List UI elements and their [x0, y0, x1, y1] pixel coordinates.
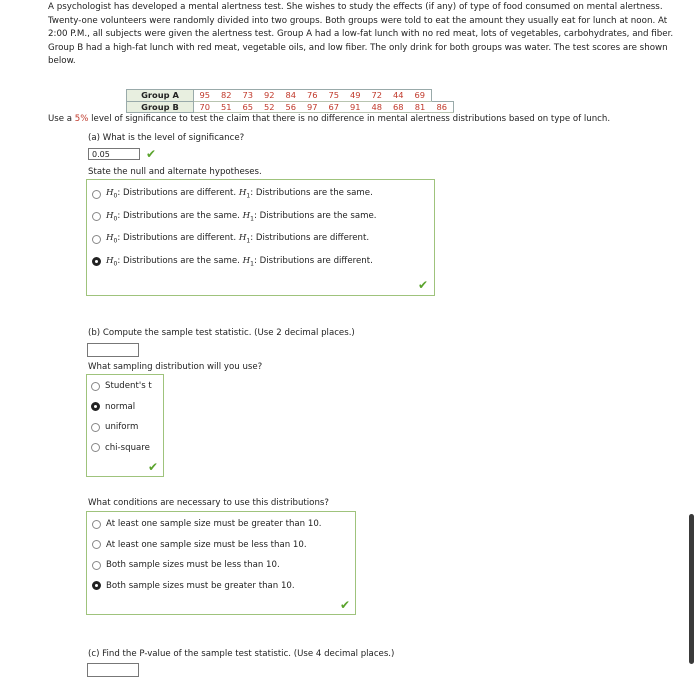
radio-button[interactable]	[91, 423, 100, 432]
h1-text: : Distributions are the same.	[253, 210, 377, 221]
score-cell: 44	[388, 90, 410, 102]
score-cell: 48	[366, 101, 388, 113]
radio-button[interactable]	[92, 561, 101, 570]
radio-button-selected[interactable]	[92, 581, 101, 590]
h1-text: : Distributions are different.	[253, 255, 373, 266]
option-text: $H_0$: Distributions are different. $H_1$: Distributions are different.	[106, 233, 370, 246]
option-text: normal	[105, 401, 136, 412]
table-row	[127, 90, 454, 102]
option-text: $H_0$: Distributions are the same. $H_1$: Distributions are the same.	[106, 210, 377, 223]
score-cell: 73	[237, 90, 259, 102]
score-cell: 70	[194, 101, 216, 113]
hypothesis-option-2[interactable]	[92, 206, 377, 229]
score-cell: 76	[302, 90, 324, 102]
score-cell: 84	[280, 90, 302, 102]
h0-text: : Distributions are different.	[117, 188, 239, 199]
radio-button-selected[interactable]	[92, 257, 101, 266]
check-icon: ✔	[417, 278, 428, 292]
distribution-box	[86, 374, 164, 477]
radio-button[interactable]	[91, 443, 100, 452]
condition-option[interactable]	[92, 576, 322, 597]
problem-intro: A psychologist has developed a mental alertness test. She wishes to study the effects (if any) of type of food consumed on mental alertness. Twenty-one volunteers were randomly divided into two groups. Both groups were told to eat the amount they usually eat for lunch at noon. At 2:00 P.M., all subjects were given the alertness test. Group A had a low-fat lunch with no red meat, lots of vegetables, carbohydrates, and fiber. Group B had a high-fat lunch with red meat, vegetable oils, and low fiber. The only drink for both groups was water. The test scores are shown below.	[48, 2, 674, 67]
score-cell: 69	[409, 90, 431, 102]
radio-button-selected[interactable]	[91, 402, 100, 411]
significance-input[interactable]: 0.05	[88, 148, 140, 160]
hypothesis-option-4[interactable]	[92, 251, 377, 274]
score-cell: 92	[259, 90, 281, 102]
empty-cell	[431, 90, 453, 102]
distribution-prompt: What sampling distribution will you use?	[88, 362, 263, 372]
check-icon: ✔	[147, 460, 158, 474]
score-cell: 49	[345, 90, 367, 102]
score-cell: 72	[366, 90, 388, 102]
score-cell: 52	[259, 101, 281, 113]
option-text: uniform	[105, 422, 139, 433]
check-icon: ✔	[146, 147, 157, 161]
distribution-option[interactable]	[91, 397, 152, 418]
option-text: At least one sample size must be greater than 10.	[106, 519, 322, 530]
hypothesis-option-1[interactable]	[92, 183, 377, 206]
h1-text: : Distributions are different.	[250, 233, 370, 244]
check-icon: ✔	[339, 598, 350, 612]
instruction-pre: Use a	[48, 114, 75, 124]
h1-text: : Distributions are the same.	[250, 188, 373, 199]
h0-text: : Distributions are the same.	[117, 255, 243, 266]
radio-button[interactable]	[92, 235, 101, 244]
h0-text: : Distributions are the same.	[117, 210, 243, 221]
instruction-post: level of significance to test the claim that there is no difference in mental alertness distributions based on type of lunch.	[88, 114, 611, 124]
distribution-option[interactable]	[91, 417, 152, 438]
distribution-option[interactable]	[91, 438, 152, 459]
group-a-label: Group A	[127, 90, 194, 102]
score-cell: 86	[431, 101, 453, 113]
option-text: At least one sample size must be less than 10.	[106, 539, 307, 550]
score-cell: 97	[302, 101, 324, 113]
score-cell: 91	[345, 101, 367, 113]
score-cell: 68	[388, 101, 410, 113]
condition-option[interactable]	[92, 555, 322, 576]
score-cell: 51	[216, 101, 238, 113]
score-cell: 67	[323, 101, 345, 113]
hypothesis-option-3[interactable]	[92, 228, 377, 251]
score-cell: 75	[323, 90, 345, 102]
conditions-prompt: What conditions are necessary to use this distributions?	[88, 498, 329, 508]
option-text: Student's t	[105, 381, 152, 392]
part-a-question: (a) What is the level of significance?	[88, 133, 245, 143]
distribution-option[interactable]	[91, 376, 152, 397]
significance-percent: 5%	[74, 114, 89, 124]
h0-text: : Distributions are different.	[117, 233, 239, 244]
hypotheses-prompt: State the null and alternate hypotheses.	[88, 167, 262, 177]
score-cell: 65	[237, 101, 259, 113]
option-text: Both sample sizes must be greater than 10.	[106, 580, 295, 591]
option-text: Both sample sizes must be less than 10.	[106, 560, 280, 571]
option-text: $H_0$: Distributions are different. $H_1$: Distributions are the same.	[106, 188, 373, 201]
vertical-scrollbar[interactable]	[689, 514, 694, 664]
test-statistic-input[interactable]	[87, 343, 139, 357]
score-cell: 95	[194, 90, 216, 102]
p-value-input[interactable]	[87, 663, 139, 677]
hypotheses-box	[86, 179, 435, 296]
score-cell: 56	[280, 101, 302, 113]
part-b-question: (b) Compute the sample test statistic. (Use 2 decimal places.)	[88, 328, 355, 338]
radio-button[interactable]	[91, 382, 100, 391]
condition-option[interactable]	[92, 514, 322, 535]
condition-option[interactable]	[92, 535, 322, 556]
radio-button[interactable]	[92, 540, 101, 549]
radio-button[interactable]	[92, 212, 101, 221]
group-b-label: Group B	[127, 101, 194, 113]
conditions-box	[86, 511, 356, 615]
option-text: $H_0$: Distributions are the same. $H_1$: Distributions are different.	[106, 255, 373, 268]
instruction-line	[48, 114, 610, 124]
radio-button[interactable]	[92, 520, 101, 529]
scores-table	[126, 89, 454, 113]
radio-button[interactable]	[92, 190, 101, 199]
part-c-question: (c) Find the P-value of the sample test statistic. (Use 4 decimal places.)	[88, 649, 395, 659]
score-cell: 82	[216, 90, 238, 102]
option-text: chi-square	[105, 442, 150, 453]
score-cell: 81	[409, 101, 431, 113]
table-row	[127, 101, 454, 113]
